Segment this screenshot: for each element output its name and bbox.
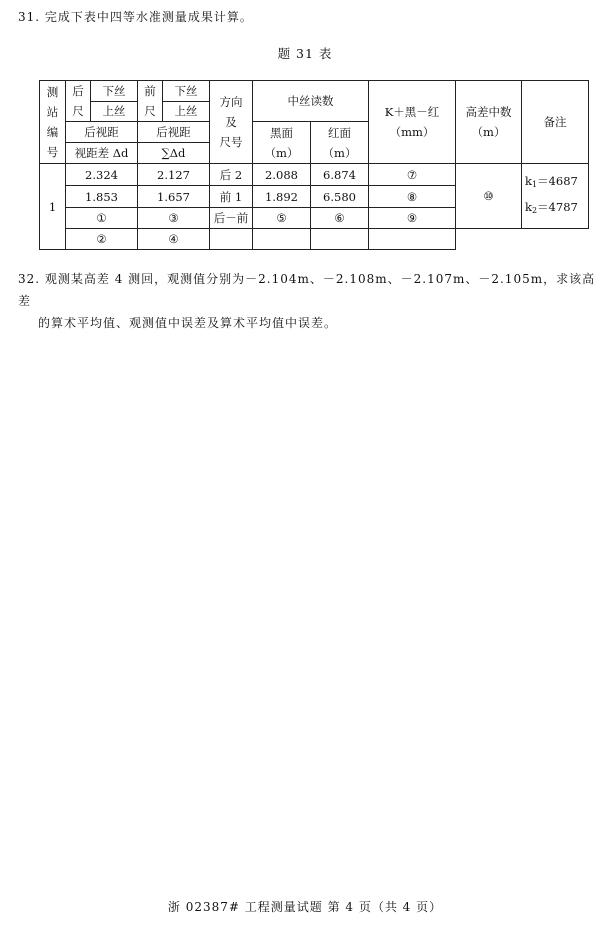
red-row4 xyxy=(311,229,369,250)
mean-row4 xyxy=(456,229,522,250)
fore-upper-value: 1.657 xyxy=(138,186,210,208)
direction-row1: 后 2 xyxy=(210,164,253,186)
black-row1: 2.088 xyxy=(253,164,311,186)
note-row4 xyxy=(522,229,589,250)
station-number: 1 xyxy=(40,164,66,250)
question-32 xyxy=(18,268,600,334)
black-row3: ⑤ xyxy=(253,208,311,229)
header-back-dist: 后视距 xyxy=(66,122,138,143)
header-sum-diff: ∑Δd xyxy=(138,143,210,164)
page-footer: 浙 02387# 工程测量试题 第 4 页（共 4 页） xyxy=(167,900,443,914)
sum-diff-value: ④ xyxy=(138,229,210,250)
k-row4 xyxy=(369,229,456,250)
header-k: K＋黑－红 （mm） xyxy=(369,81,456,164)
header-back-upper: 上丝 xyxy=(91,101,138,122)
table-caption: 题 31 表 xyxy=(277,46,333,61)
header-mean: 高差中数 （m） xyxy=(456,81,522,164)
k-row2: ⑧ xyxy=(369,186,456,208)
header-fore-upper: 上丝 xyxy=(163,101,210,122)
red-row1: 6.874 xyxy=(311,164,369,186)
question-32-line1: 32. 观测某高差 4 测回，观测值分别为－2.104m、－2.108m、－2.107m、－2.105m，求该高差 xyxy=(18,272,596,308)
header-back-ruler: 后 尺 xyxy=(66,81,91,122)
black-row2: 1.892 xyxy=(253,186,311,208)
red-row3: ⑥ xyxy=(311,208,369,229)
header-dist-diff: 视距差 Δd xyxy=(66,143,138,164)
header-red: 红面 （m） xyxy=(311,122,369,164)
k-row1: ⑦ xyxy=(369,164,456,186)
leveling-table xyxy=(39,80,589,250)
direction-row4 xyxy=(210,229,253,250)
question-31: 31. 完成下表中四等水准测量成果计算。 xyxy=(18,10,253,24)
back-dist-value: ① xyxy=(66,208,138,229)
k2-constant: $k_2=4787$ xyxy=(525,200,578,215)
header-back-lower: 下丝 xyxy=(91,81,138,102)
header-note: 备注 xyxy=(522,81,589,164)
fore-lower-value: 2.127 xyxy=(138,164,210,186)
header-direction: 方向 及 尺号 xyxy=(210,81,253,164)
header-fore-lower: 下丝 xyxy=(163,81,210,102)
header-fore-ruler: 前 尺 xyxy=(138,81,163,122)
direction-row3: 后－前 xyxy=(210,208,253,229)
red-row2: 6.580 xyxy=(311,186,369,208)
back-lower-value: 2.324 xyxy=(66,164,138,186)
dist-diff-value: ② xyxy=(66,229,138,250)
black-row4 xyxy=(253,229,311,250)
back-upper-value: 1.853 xyxy=(66,186,138,208)
header-station: 测 站 编 号 xyxy=(40,81,66,164)
k-row3: ⑨ xyxy=(369,208,456,229)
header-black: 黑面 （m） xyxy=(253,122,311,164)
direction-row2: 前 1 xyxy=(210,186,253,208)
note-constants xyxy=(522,164,589,229)
header-mid-reading: 中丝读数 xyxy=(253,81,369,122)
question-32-line2: 的算术平均值、观测值中误差及算术平均值中误差。 xyxy=(38,316,338,330)
header-fore-dist: 后视距 xyxy=(138,122,210,143)
mean-value: ⑩ xyxy=(456,164,522,229)
k1-constant: $k_1=4687$ xyxy=(525,174,578,189)
fore-dist-value: ③ xyxy=(138,208,210,229)
